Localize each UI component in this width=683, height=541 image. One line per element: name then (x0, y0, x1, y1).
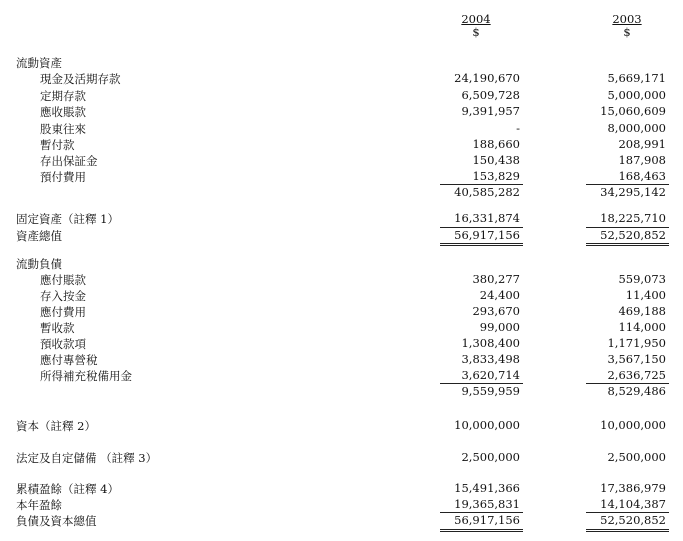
value-2003: 10,000,000 (600, 418, 666, 432)
value-2004: 6,509,728 (461, 88, 520, 102)
capital-row (0, 418, 683, 434)
value-2003: 2,636,725 (607, 368, 666, 382)
current-liabilities-title: 流動負債 (16, 257, 62, 271)
current-assets-subtotal-row (0, 185, 683, 201)
row-label: 負債及資本總值 (16, 514, 97, 528)
value-2003: 8,000,000 (607, 121, 666, 135)
value-2004: 10,000,000 (454, 418, 520, 432)
total-assets-row (0, 228, 683, 244)
value-2003: 168,463 (618, 169, 666, 183)
table-row (0, 320, 683, 336)
value-2004: 99,000 (479, 320, 520, 334)
total-double-rule (440, 529, 523, 532)
subtotal-2004: 9,559,959 (461, 384, 520, 398)
value-2004: 380,277 (472, 272, 520, 286)
row-label: 所得補充稅備用金 (40, 369, 132, 383)
table-row (0, 272, 683, 288)
subtotal-2003: 8,529,486 (607, 384, 666, 398)
value-2004: 24,400 (479, 288, 520, 302)
value-2004: 19,365,831 (454, 497, 520, 511)
value-2003: 52,520,852 (600, 513, 666, 527)
value-2003: 15,060,609 (600, 104, 666, 118)
value-2003: 14,104,387 (600, 497, 666, 511)
value-2003: 114,000 (618, 320, 666, 334)
row-label: 應付專營稅 (40, 353, 98, 367)
row-label: 應收賬款 (40, 105, 86, 119)
table-row (0, 288, 683, 304)
year-2003-unit: $ (623, 25, 631, 39)
subtotal-2004: 40,585,282 (454, 185, 520, 199)
row-label: 法定及自定儲備 （註釋 3） (16, 451, 158, 465)
current-liabilities-subtotal-row (0, 384, 683, 400)
value-2004: 9,391,957 (461, 104, 520, 118)
row-label: 存入按金 (40, 289, 86, 303)
value-2004: 24,190,670 (454, 71, 520, 85)
value-2004: 293,670 (472, 304, 520, 318)
row-label: 應付賬款 (40, 273, 86, 287)
table-row (0, 336, 683, 352)
reserves-row (0, 450, 683, 466)
value-2004: 2,500,000 (461, 450, 520, 464)
value-2003: 187,908 (618, 153, 666, 167)
value-2004: 1,308,400 (461, 336, 520, 350)
value-2004: 153,829 (472, 169, 520, 183)
row-label: 應付費用 (40, 305, 86, 319)
year-2004-header (446, 13, 506, 39)
row-label: 預付費用 (40, 170, 86, 184)
table-row (0, 104, 683, 120)
current-year-surplus-row (0, 497, 683, 513)
table-row (0, 121, 683, 137)
current-assets-title: 流動資產 (16, 56, 62, 70)
row-label: 本年盈餘 (16, 498, 62, 512)
value-2003: 17,386,979 (600, 481, 666, 495)
row-label: 現金及活期存款 (40, 72, 121, 86)
value-2003: 11,400 (625, 288, 666, 302)
value-2003: 18,225,710 (600, 211, 666, 225)
total-double-rule (586, 243, 669, 246)
row-label: 暫收款 (40, 321, 75, 335)
value-2003: 559,073 (618, 272, 666, 286)
row-label: 預收款項 (40, 337, 86, 351)
table-row (0, 153, 683, 169)
year-2004-label: 2004 (461, 12, 491, 26)
table-row (0, 169, 683, 185)
value-2003: 3,567,150 (607, 352, 666, 366)
total-liabilities-capital-row (0, 513, 683, 529)
value-2004: - (516, 121, 520, 135)
table-row (0, 137, 683, 153)
value-2004: 3,833,498 (461, 352, 520, 366)
table-row (0, 352, 683, 368)
value-2004: 3,620,714 (461, 368, 520, 382)
row-label: 固定資產（註釋 1） (16, 212, 119, 226)
value-2004: 150,438 (472, 153, 520, 167)
value-2004: 188,660 (472, 137, 520, 151)
current-liabilities-title-row (0, 256, 683, 272)
value-2004: 15,491,366 (454, 481, 520, 495)
row-label: 資產總值 (16, 229, 62, 243)
table-row (0, 368, 683, 384)
row-label: 股東往來 (40, 122, 86, 136)
subtotal-2003: 34,295,142 (600, 185, 666, 199)
value-2003: 1,171,950 (607, 336, 666, 350)
row-label: 資本（註釋 2） (16, 419, 96, 433)
value-2003: 5,000,000 (607, 88, 666, 102)
value-2003: 5,669,171 (607, 71, 666, 85)
row-label: 定期存款 (40, 89, 86, 103)
year-2003-header (597, 13, 657, 39)
row-label: 暫付款 (40, 138, 75, 152)
value-2004: 56,917,156 (454, 228, 520, 242)
total-double-rule (440, 243, 523, 246)
value-2004: 56,917,156 (454, 513, 520, 527)
value-2003: 52,520,852 (600, 228, 666, 242)
value-2003: 469,188 (618, 304, 666, 318)
table-row (0, 88, 683, 104)
total-double-rule (586, 529, 669, 532)
value-2004: 16,331,874 (454, 211, 520, 225)
table-row (0, 304, 683, 320)
value-2003: 2,500,000 (607, 450, 666, 464)
year-2003-label: 2003 (612, 12, 642, 26)
year-2004-unit: $ (472, 25, 480, 39)
row-label: 累積盈餘（註釋 4） (16, 482, 119, 496)
table-row (0, 71, 683, 87)
fixed-assets-row (0, 211, 683, 227)
value-2003: 208,991 (618, 137, 666, 151)
current-assets-title-row (0, 55, 683, 71)
row-label: 存出保証金 (40, 154, 98, 168)
accumulated-surplus-row (0, 481, 683, 497)
